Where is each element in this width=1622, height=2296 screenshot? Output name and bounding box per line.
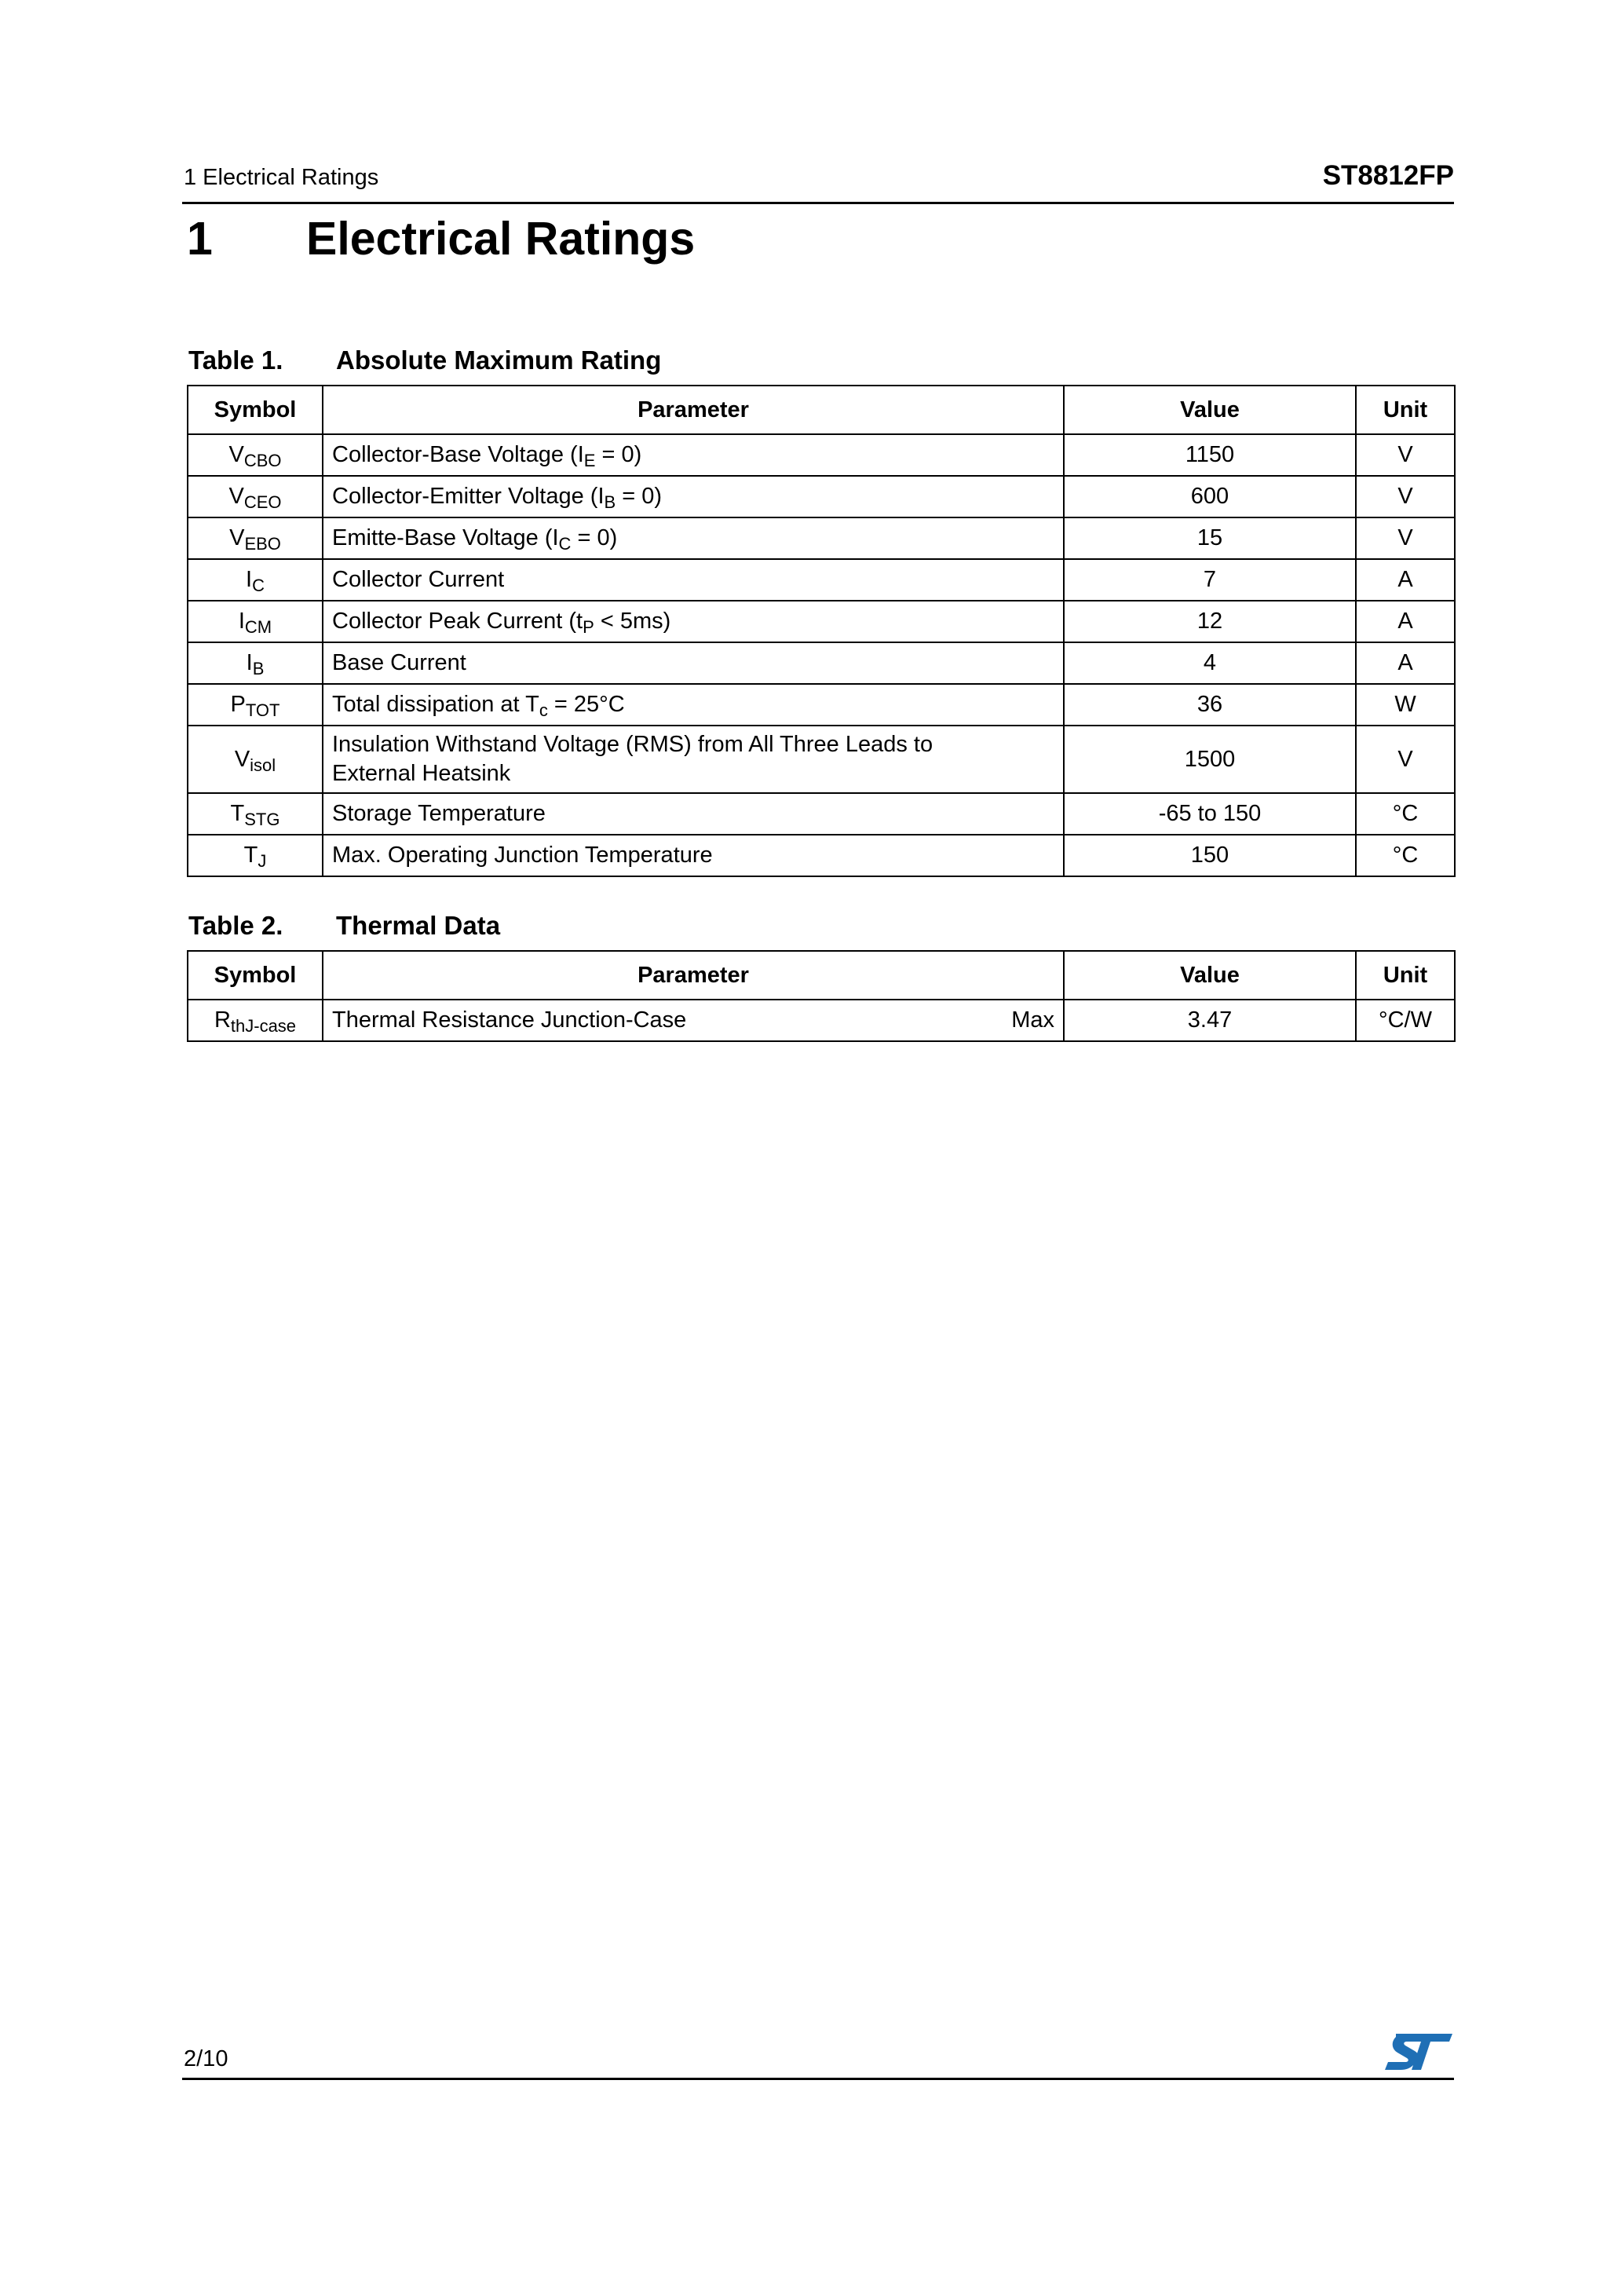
value-cell: 4 — [1064, 642, 1356, 684]
unit-cell: °C — [1356, 835, 1455, 876]
absolute-maximum-rating-table — [187, 385, 1456, 877]
table1-caption — [188, 345, 662, 375]
header-divider — [182, 202, 1454, 204]
symbol-cell: $P_{TOT}$ — [188, 684, 323, 726]
table-header-row — [188, 386, 1455, 434]
column-header-unit: Unit — [1356, 951, 1455, 1000]
symbol-cell: $V_{EBO}$ — [188, 517, 323, 559]
symbol-cell: $R_{thJ-case}$ — [188, 1000, 323, 1041]
table-row — [188, 642, 1455, 684]
max-qualifier: Max — [1011, 1007, 1054, 1033]
value-cell: 600 — [1064, 476, 1356, 517]
parameter-cell: Total dissipation at $T_c = 25^\circ C$ — [323, 684, 1064, 726]
table-row — [188, 835, 1455, 876]
table-header-row — [188, 951, 1455, 1000]
page-number: 2/10 — [184, 2046, 228, 2071]
table1-label: Table 1. — [188, 345, 283, 375]
value-cell: 150 — [1064, 835, 1356, 876]
unit-cell: V — [1356, 434, 1455, 476]
table-row — [188, 559, 1455, 601]
column-header-parameter: Parameter — [323, 386, 1064, 434]
value-cell: 15 — [1064, 517, 1356, 559]
running-header-part-number: ST8812FP — [1322, 160, 1454, 191]
parameter-cell: Collector-Emitter Voltage $(I_B = 0)$ — [323, 476, 1064, 517]
table-row — [188, 793, 1455, 835]
value-cell: -65 to 150 — [1064, 793, 1356, 835]
value-cell: 36 — [1064, 684, 1356, 726]
footer-divider — [182, 2078, 1454, 2080]
symbol-cell: $T_J$ — [188, 835, 323, 876]
running-header-section: 1 Electrical Ratings — [184, 165, 379, 190]
column-header-value: Value — [1064, 386, 1356, 434]
unit-cell: A — [1356, 642, 1455, 684]
table-row — [188, 726, 1455, 793]
column-header-symbol: Symbol — [188, 951, 323, 1000]
parameter-cell: Max. Operating Junction Temperature — [323, 835, 1064, 876]
symbol-cell: $I_B$ — [188, 642, 323, 684]
value-cell: 1150 — [1064, 434, 1356, 476]
unit-cell: V — [1356, 476, 1455, 517]
table-row — [188, 684, 1455, 726]
column-header-parameter: Parameter — [323, 951, 1064, 1000]
symbol-cell: $I_{CM}$ — [188, 601, 323, 642]
table-row — [188, 601, 1455, 642]
symbol-cell: $V_{CBO}$ — [188, 434, 323, 476]
table-row — [188, 434, 1455, 476]
parameter-cell: Thermal Resistance Junction-Case Max — [323, 1000, 1064, 1041]
st-logo-icon — [1385, 2032, 1452, 2071]
column-header-value: Value — [1064, 951, 1356, 1000]
section-number: 1 — [187, 213, 213, 265]
table-row — [188, 476, 1455, 517]
unit-cell: °C — [1356, 793, 1455, 835]
parameter-cell: Collector-Base Voltage $(I_E = 0)$ — [323, 434, 1064, 476]
unit-cell: W — [1356, 684, 1455, 726]
unit-cell: A — [1356, 601, 1455, 642]
parameter-cell: Base Current — [323, 642, 1064, 684]
parameter-cell: Storage Temperature — [323, 793, 1064, 835]
table2-title: Thermal Data — [336, 911, 501, 940]
table-row — [188, 1000, 1455, 1041]
unit-cell: °C/W — [1356, 1000, 1455, 1041]
parameter-cell: Collector Current — [323, 559, 1064, 601]
unit-cell: V — [1356, 517, 1455, 559]
symbol-cell: $T_{STG}$ — [188, 793, 323, 835]
unit-cell: A — [1356, 559, 1455, 601]
section-title: Electrical Ratings — [306, 213, 696, 265]
table2-caption — [188, 911, 501, 941]
value-cell: 7 — [1064, 559, 1356, 601]
table1-title: Absolute Maximum Rating — [336, 345, 662, 375]
symbol-cell: $V_{CEO}$ — [188, 476, 323, 517]
thermal-data-table — [187, 950, 1456, 1042]
value-cell: 1500 — [1064, 726, 1356, 793]
symbol-cell: $I_C$ — [188, 559, 323, 601]
table2-label: Table 2. — [188, 911, 283, 940]
value-cell: 3.47 — [1064, 1000, 1356, 1041]
unit-cell: V — [1356, 726, 1455, 793]
parameter-cell: Collector Peak Current $(t_P < 5ms)$ — [323, 601, 1064, 642]
symbol-cell: $V_{isol}$ — [188, 726, 323, 793]
table-row — [188, 517, 1455, 559]
parameter-cell: Insulation Withstand Voltage (RMS) from All Three Leads to External Heatsink — [323, 726, 1064, 793]
st-logo-mark — [1385, 2034, 1452, 2070]
column-header-unit: Unit — [1356, 386, 1455, 434]
parameter-cell: Emitte-Base Voltage $(I_C = 0)$ — [323, 517, 1064, 559]
column-header-symbol: Symbol — [188, 386, 323, 434]
value-cell: 12 — [1064, 601, 1356, 642]
